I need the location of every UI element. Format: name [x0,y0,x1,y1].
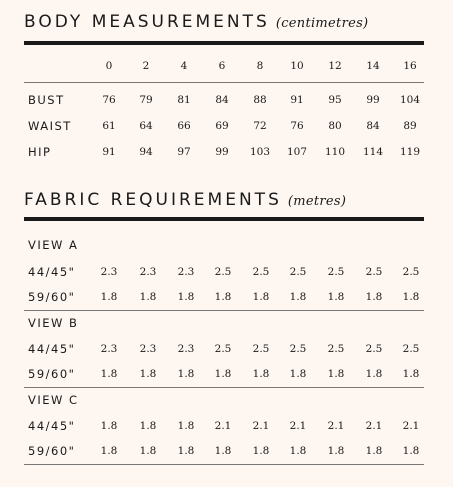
fabric-row-view-b-44 [24,339,424,359]
table-cell: 2.5 [402,266,420,278]
measurement-row-waist [24,116,424,136]
body-measurements-unit: (centimetres) [275,16,369,31]
table-cell: 84 [215,94,229,106]
table-cell: 1.8 [252,368,270,380]
fabric-row-view-c-44 [24,416,424,436]
table-cell: 84 [366,120,380,132]
size-header-cell: 2 [142,60,150,72]
size-header-cell: 8 [256,60,264,72]
view-b-rule [24,387,424,388]
table-cell: 76 [102,94,116,106]
table-cell: 2.3 [139,343,157,355]
table-cell: 1.8 [289,445,307,457]
table-cell: 2.5 [289,343,307,355]
table-cell: 1.8 [289,291,307,303]
table-cell: 88 [253,94,267,106]
view-c-label: VIEW C [28,393,79,407]
table-cell: 1.8 [177,420,195,432]
table-cell: 1.8 [139,291,157,303]
view-c-rule [24,464,424,465]
size-header-cell: 0 [105,60,113,72]
table-cell: 94 [139,146,153,158]
fabric-width-label: 44/45" [28,265,76,279]
table-cell: 2.3 [177,343,195,355]
fabric-requirements-title [24,190,346,210]
table-cell: 1.8 [100,445,118,457]
fabric-width-label: 44/45" [28,419,76,433]
table-cell: 2.5 [327,266,345,278]
table-cell: 66 [177,120,191,132]
table-cell: 1.8 [252,445,270,457]
table-cell: 69 [215,120,229,132]
table-cell: 81 [177,94,191,106]
fabric-requirements-unit: (metres) [287,194,347,209]
table-cell: 79 [139,94,153,106]
fabric-row-view-a-44 [24,262,424,282]
body-measurements-title [24,12,368,32]
table-cell: 1.8 [100,291,118,303]
fabric-row-view-a-59 [24,287,424,307]
table-cell: 2.5 [252,343,270,355]
table-cell: 110 [324,146,346,158]
table-cell: 1.8 [402,445,420,457]
table-cell: 97 [177,146,191,158]
fabric-row-view-c-59 [24,441,424,461]
size-header-cell: 16 [403,60,417,72]
fabric-width-label: 59/60" [28,290,76,304]
table-cell: 2.5 [402,343,420,355]
table-cell: 2.3 [177,266,195,278]
table-cell: 2.3 [100,266,118,278]
table-cell: 1.8 [252,291,270,303]
size-header-cell: 14 [366,60,380,72]
table-cell: 1.8 [177,445,195,457]
table-cell: 64 [139,120,153,132]
table-cell: 119 [399,146,421,158]
table-cell: 99 [366,94,380,106]
table-cell: 2.1 [327,420,345,432]
table-cell: 72 [253,120,267,132]
table-cell: 2.1 [252,420,270,432]
table-cell: 114 [362,146,384,158]
table-cell: 1.8 [365,445,383,457]
fabric-width-label: 59/60" [28,367,76,381]
fabric-requirements-top-rule [24,217,424,221]
size-header-rule [24,82,424,83]
table-cell: 1.8 [365,368,383,380]
body-measurements-title-text: BODY MEASUREMENTS [24,12,270,32]
table-cell: 2.3 [100,343,118,355]
view-a-label: VIEW A [28,238,79,252]
table-cell: 1.8 [177,291,195,303]
fabric-width-label: 44/45" [28,342,76,356]
table-cell: 1.8 [402,368,420,380]
row-label: HIP [28,145,52,159]
size-header-cell: 12 [328,60,342,72]
table-cell: 99 [215,146,229,158]
table-cell: 91 [290,94,304,106]
table-cell: 2.5 [252,266,270,278]
table-cell: 1.8 [327,445,345,457]
table-cell: 1.8 [139,445,157,457]
size-header-row [24,56,424,76]
table-cell: 2.1 [365,420,383,432]
measurement-row-hip [24,142,424,162]
table-cell: 2.5 [214,343,232,355]
table-cell: 80 [328,120,342,132]
table-cell: 1.8 [402,291,420,303]
table-cell: 2.5 [214,266,232,278]
size-header-cell: 10 [290,60,304,72]
table-cell: 2.1 [214,420,232,432]
table-cell: 1.8 [100,368,118,380]
table-cell: 2.3 [139,266,157,278]
table-cell: 1.8 [214,368,232,380]
fabric-requirements-title-text: FABRIC REQUIREMENTS [24,190,282,210]
size-header-cell: 6 [218,60,226,72]
table-cell: 1.8 [365,291,383,303]
table-cell: 1.8 [289,368,307,380]
table-cell: 103 [249,146,271,158]
measurement-row-bust [24,90,424,110]
table-cell: 89 [403,120,417,132]
table-cell: 1.8 [327,291,345,303]
table-cell: 61 [102,120,116,132]
table-cell: 1.8 [214,445,232,457]
view-a-rule [24,310,424,311]
table-cell: 1.8 [139,420,157,432]
fabric-width-label: 59/60" [28,444,76,458]
table-cell: 1.8 [139,368,157,380]
table-cell: 1.8 [177,368,195,380]
table-cell: 1.8 [214,291,232,303]
table-cell: 2.5 [327,343,345,355]
table-cell: 2.1 [402,420,420,432]
view-b-label: VIEW B [28,316,79,330]
table-cell: 104 [399,94,421,106]
row-label: WAIST [28,119,72,133]
fabric-row-view-b-59 [24,364,424,384]
table-cell: 76 [290,120,304,132]
size-header-cell: 4 [180,60,188,72]
table-cell: 2.5 [289,266,307,278]
table-cell: 2.5 [365,266,383,278]
table-cell: 1.8 [327,368,345,380]
row-label: BUST [28,93,65,107]
table-cell: 2.5 [365,343,383,355]
table-cell: 2.1 [289,420,307,432]
body-measurements-top-rule [24,41,424,45]
table-cell: 91 [102,146,116,158]
table-cell: 107 [286,146,308,158]
table-cell: 1.8 [100,420,118,432]
table-cell: 95 [328,94,342,106]
